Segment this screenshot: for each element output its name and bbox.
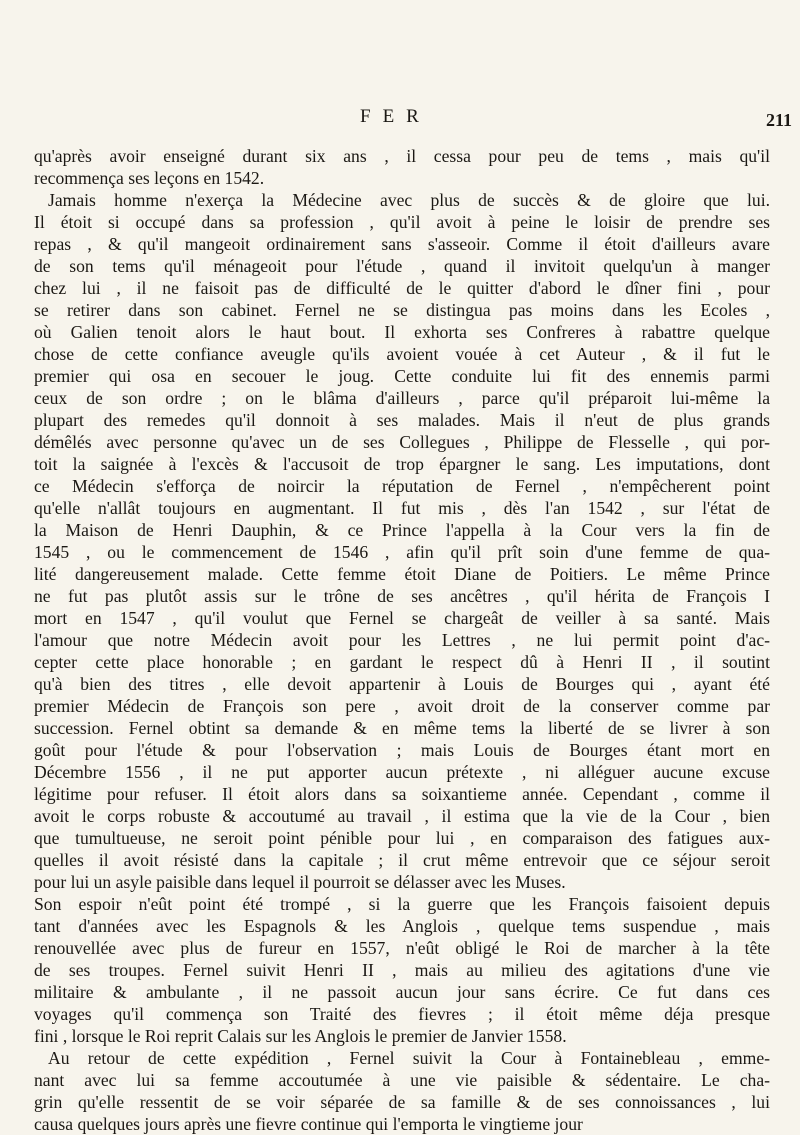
text-line: recommença ses leçons en 1542.	[34, 168, 265, 188]
page-header	[0, 106, 800, 136]
text-line: causa quelques jours après une fievre continue qui l'emporta le vingtieme jour	[34, 1114, 583, 1134]
text-line: lité dangereusement malade. Cette femme étoit Diane de Poitiers. Le même Prince	[34, 564, 770, 584]
text-line: Jamais homme n'exerça la Médecine avec plus de succès & de gloire que lui.	[48, 190, 770, 210]
text-line: ceux de son ordre ; on le blâma d'ailleurs , parce qu'il préparoit lui-même la	[34, 388, 770, 408]
text-line: nant avec lui sa femme accoutumée à une vie paisible & sédentaire. Le cha-	[34, 1070, 770, 1090]
text-line: de ses troupes. Fernel suivit Henri II , mais au milieu des agitations d'une vie	[34, 960, 770, 980]
text-line: que tumultueuse, ne seroit point pénible pour lui , en comparaison des fatigues aux-	[34, 828, 770, 848]
text-line: la Maison de Henri Dauphin, & ce Prince l'appella à la Cour vers la fin de	[34, 520, 770, 540]
text-line: goût pour l'étude & pour l'observation ; mais Louis de Bourges étant mort en	[34, 740, 770, 760]
text-line: qu'après avoir enseigné durant six ans , il cessa pour peu de tems , mais qu'il	[34, 146, 770, 166]
text-line: tant d'années avec les Espagnols & les Anglois , quelque tems suspendue , mais	[34, 916, 770, 936]
text-line: Il étoit si occupé dans sa profession , qu'il avoit à peine le loisir de prendre ses	[34, 212, 770, 232]
text-line: quelles il avoit résisté dans la capitale ; il crut même entrevoir que ce séjour seroit	[34, 850, 770, 870]
text-line: l'amour que notre Médecin avoit pour les Lettres , ne lui permit point d'ac-	[34, 630, 770, 650]
text-line: cepter cette place honorable ; en gardant le respect dû à Henri II , il soutint	[34, 652, 770, 672]
text-line: toit la saignée à l'excès & l'accusoit de trop épargner le sang. Les imputations, dont	[34, 454, 770, 474]
text-line: succession. Fernel obtint sa demande & en même tems la liberté de se livrer à son	[34, 718, 770, 738]
text-line: ce Médecin s'efforça de noircir la réputation de Fernel , n'empêcherent point	[34, 476, 770, 496]
text-line: premier Médecin de François son pere , avoit droit de la conserver comme par	[34, 696, 770, 716]
text-line: chose de cette confiance aveugle qu'ils avoient vouée à cet Auteur , & il fut le	[34, 344, 770, 364]
text-line: se retirer dans son cabinet. Fernel ne se distingua pas moins dans les Ecoles ,	[34, 300, 770, 320]
text-line: 1545 , ou le commencement de 1546 , afin qu'il prît soin d'une femme de qua-	[34, 542, 770, 562]
text-line: qu'elle n'allât toujours en augmentant. Il fut mis , dès l'an 1542 , sur l'état de	[34, 498, 770, 518]
body-text	[34, 145, 770, 1135]
text-line: pour lui un asyle paisible dans lequel il pourroit se délasser avec les Muses.	[34, 872, 566, 892]
text-line: renouvellée avec plus de fureur en 1557, n'eût obligé le Roi de marcher à la tête	[34, 938, 770, 958]
text-line: légitime pour refuser. Il étoit alors dans sa soixantieme année. Cependant , comme il	[34, 784, 770, 804]
text-line: Son espoir n'eût point été trompé , si la guerre que les François faisoient depuis	[34, 894, 770, 914]
text-line: mort en 1547 , qu'il voulut que Fernel se chargeât de veiller à sa santé. Mais	[34, 608, 770, 628]
text-line: avoit le corps robuste & accoutumé au travail , il estima que la vie de la Cour , bien	[34, 806, 770, 826]
text-line: de son tems qu'il ménageoit pour l'étude , quand il invitoit quelqu'un à manger	[34, 256, 770, 276]
text-line: premier qui osa en secouer le joug. Cette conduite lui fit des ennemis parmi	[34, 366, 770, 386]
text-line: chez lui , il ne faisoit pas de difficulté de le quitter d'abord le dîner fini , pour	[34, 278, 770, 298]
text-line: militaire & ambulante , il ne passoit aucun jour sans écrire. Ce fut dans ces	[34, 982, 770, 1002]
text-line: Au retour de cette expédition , Fernel suivit la Cour à Fontainebleau , emme-	[48, 1048, 770, 1068]
text-line: Décembre 1556 , il ne put apporter aucun prétexte , ni alléguer aucune excuse	[34, 762, 770, 782]
running-head: FER	[360, 106, 431, 127]
text-line: repas , & qu'il mangeoit ordinairement sans s'asseoir. Comme il étoit d'ailleurs avare	[34, 234, 770, 254]
text-line: grin qu'elle ressentit de se voir séparée de sa famille & de ses connoissances , lui	[34, 1092, 770, 1112]
text-line: où Galien tenoit alors le haut bout. Il exhorta ses Confreres à rabattre quelque	[34, 322, 770, 342]
text-line: ne fut pas plutôt assis sur le trône de ses ancêtres , qu'il hérita de François I	[34, 586, 770, 606]
text-line: voyages qu'il commença son Traité des fievres ; il étoit même déja presque	[34, 1004, 770, 1024]
text-line: qu'à bien des titres , elle devoit appartenir à Louis de Bourges qui , ayant été	[34, 674, 770, 694]
page-number: 211	[765, 110, 792, 130]
text-line: fini , lorsque le Roi reprit Calais sur les Anglois le premier de Janvier 1558.	[34, 1026, 567, 1046]
text-line: plupart des remedes qu'il donnoit à ses malades. Mais il n'eut de plus grands	[34, 410, 770, 430]
text-line: démêlés avec personne qu'avec un de ses Collegues , Philippe de Flesselle , qui por-	[34, 432, 770, 452]
